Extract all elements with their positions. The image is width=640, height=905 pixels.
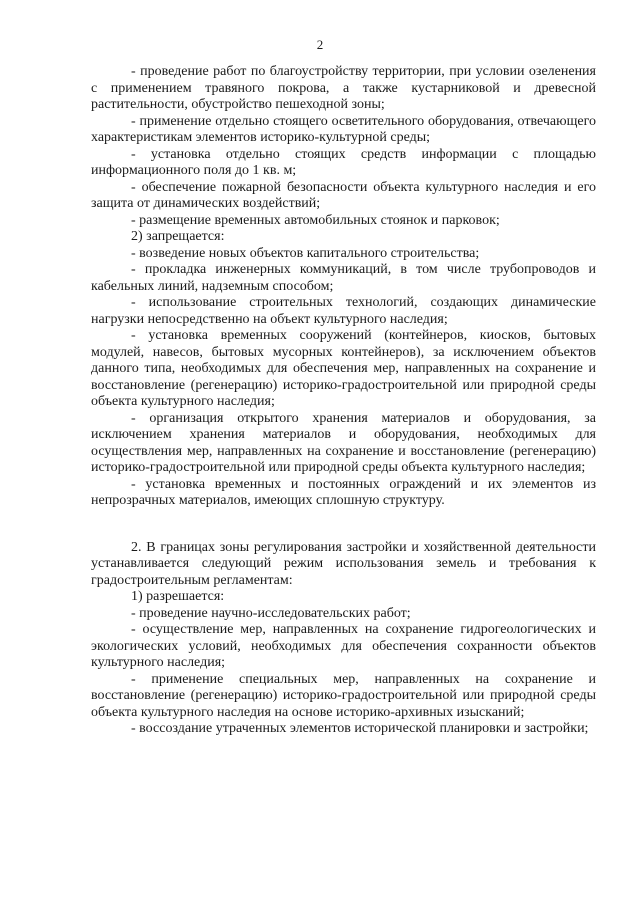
paragraph-lighting: - применение отдельно стоящего осветительного оборудования, отвечающего характеристикам элементов историко-культурной среды;	[91, 113, 596, 145]
paragraph-permitted-heading: 1) разрешается:	[131, 589, 225, 604]
paragraph-zone-regulation: 2. В границах зоны регулирования застройки и хозяйственной деятельности устанавливается следующий режим использования земель и требования к градостроительным регламентам:	[91, 539, 596, 588]
paragraph-prohibited-heading: 2) запрещается:	[131, 229, 225, 244]
paragraph-temporary-structures: - установка временных сооружений (контейнеров, киосков, бытовых модулей, навесов, бытовых мусорных контейнеров), за исключением объектов данного типа, необходимых для обеспечения мер, направленных на сохранение и восстановление (регенерацию) историко-градостроительной или природной среды объекта культурного наследия;	[91, 328, 596, 409]
paragraph-landscaping: - проведение работ по благоустройству территории, при условии озеленения с применением травяного покрова, а также кустарниковой и древесной растительности, обустройство пешеходной зоны;	[91, 64, 596, 112]
section-gap	[91, 510, 596, 540]
paragraph-special-measures: - применение специальных мер, направленных на сохранение и восстановление (регенерацию) историко-градостроительной или природной среды объекта культурного наследия на основе историко-архивных изысканий;	[91, 671, 596, 720]
paragraph-information-signs: - установка отдельно стоящих средств информации с площадью информационного поля до 1 кв. м;	[91, 146, 596, 178]
paragraph-open-storage: - организация открытого хранения материалов и оборудования, за исключением хранения материалов и оборудования, необходимых для осуществления мер, направленных на сохранение и восстановление (регенерацию) историко-градостроительной или природной среды объекта культурного наследия;	[91, 410, 596, 475]
paragraph-recreation-planning: - воссоздание утраченных элементов исторической планировки и застройки;	[131, 721, 589, 736]
page-number: 2	[316, 37, 324, 52]
paragraph-engineering-communications: - прокладка инженерных коммуникаций, в том числе трубопроводов и кабельных линий, надземным способом;	[91, 262, 596, 294]
paragraph-hydrogeological-conditions: - осуществление мер, направленных на сохранение гидрогеологических и экологических условий, необходимых для обеспечения сохранности объектов культурного наследия;	[91, 622, 596, 670]
paragraph-new-construction: - возведение новых объектов капитального строительства;	[131, 245, 480, 261]
document-body	[91, 64, 596, 738]
paragraph-opaque-fences: - установка временных и постоянных ограждений и их элементов из непрозрачных материалов, имеющих сплошную структуру.	[91, 476, 596, 508]
paragraph-research-works: - проведение научно-исследовательских работ;	[131, 605, 411, 621]
paragraph-fire-safety: - обеспечение пожарной безопасности объекта культурного наследия и его защита от динамических воздействий;	[91, 179, 596, 211]
paragraph-temporary-parking: - размещение временных автомобильных стоянок и парковок;	[131, 212, 500, 228]
paragraph-dynamic-loads: - использование строительных технологий, создающих динамические нагрузки непосредственно на объект культурного наследия;	[91, 295, 596, 327]
